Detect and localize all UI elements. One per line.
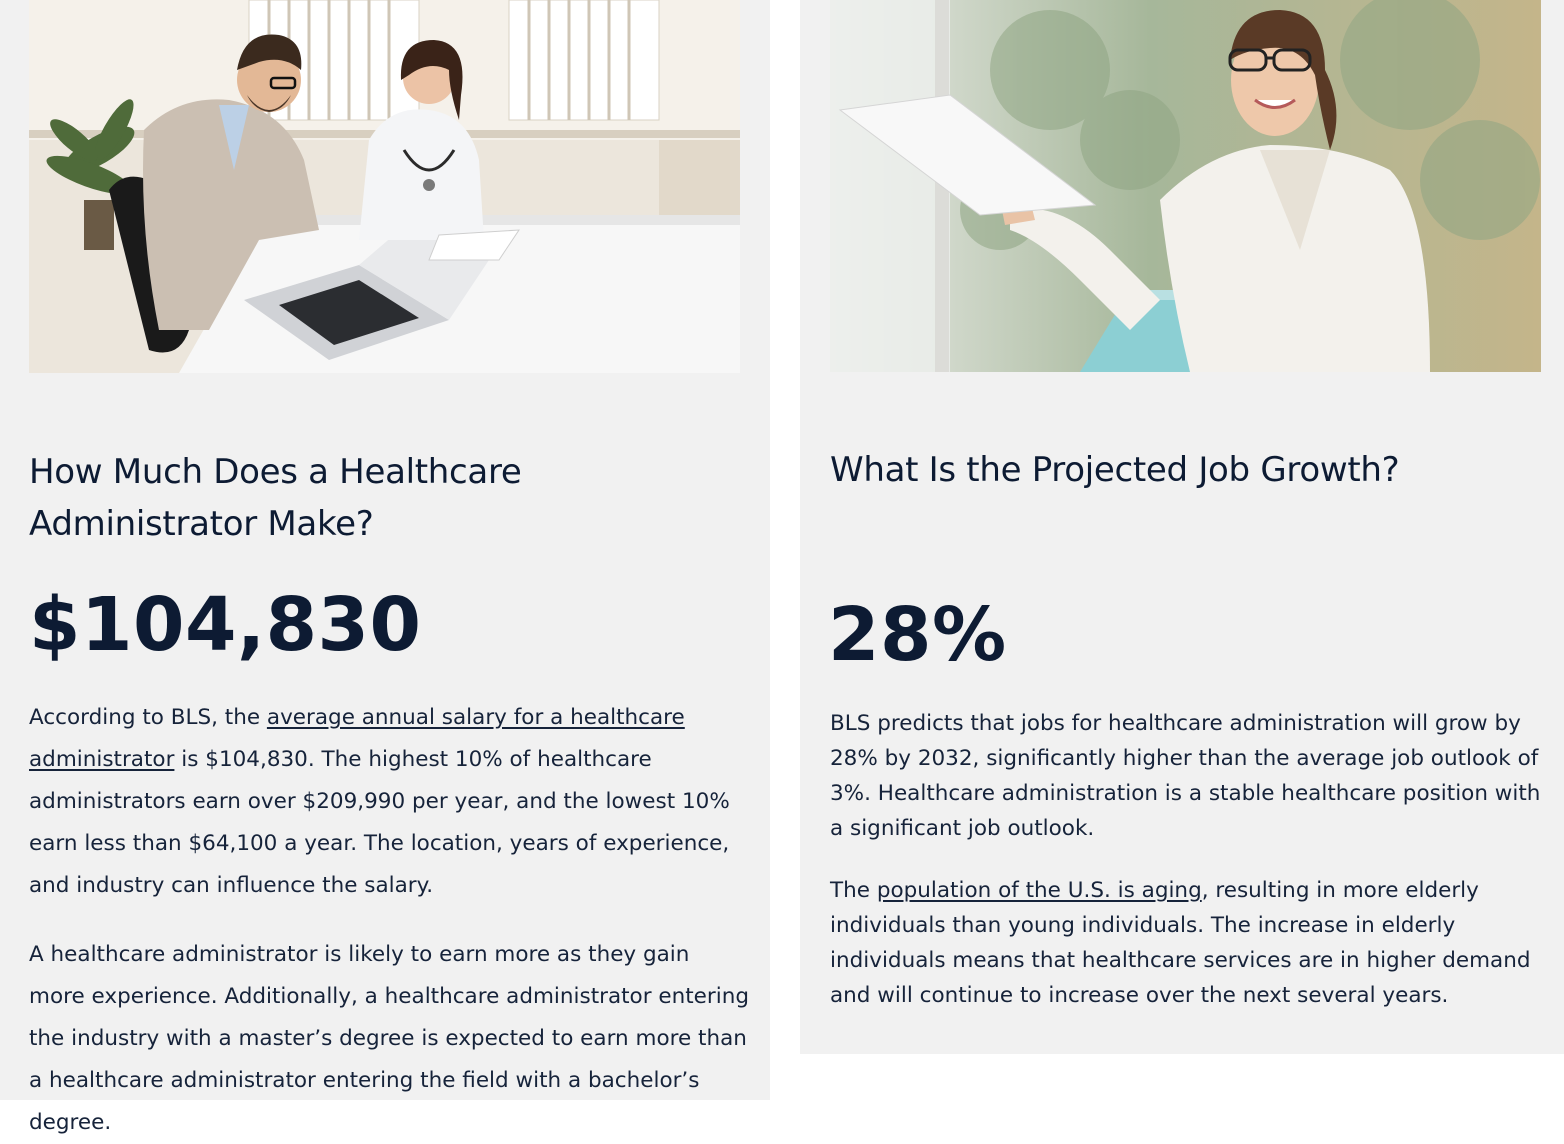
job-growth-paragraph-2-lead: The — [830, 878, 877, 903]
businesswoman-photo — [830, 0, 1541, 372]
job-growth-paragraph-2-rest: , resulting in more elderly individuals than young individuals. The increase in elderly individuals means that healthcare services are in higher demand and will continue to increase over the next several years. — [830, 878, 1531, 1008]
doctor-meeting-photo — [29, 0, 740, 373]
average-salary-link[interactable]: average annual salary for a healthcare administrator — [29, 705, 685, 772]
job-growth-paragraph-2 — [830, 873, 1550, 1013]
doctor-meeting-illustration — [29, 0, 740, 373]
job-growth-heading: What Is the Projected Job Growth? — [830, 450, 1400, 490]
businesswoman-illustration — [830, 0, 1541, 372]
salary-paragraph-1-rest: is $104,830. The highest 10% of healthcare administrators earn over $209,990 per year, and the lowest 10% earn less than $64,100 a year. The location, years of experience, and industry can influence the salary. — [29, 747, 730, 898]
job-growth-card — [800, 0, 1564, 1054]
salary-heading: How Much Does a Healthcare Administrator Make? — [29, 452, 522, 544]
job-growth-paragraph-1: BLS predicts that jobs for healthcare administration will grow by 28% by 2032, significantly higher than the average job outlook of 3%. Healthcare administration is a stable healthcare position with a significant job outlook. — [830, 711, 1541, 841]
salary-paragraph-1-lead: According to BLS, the — [29, 705, 267, 730]
aging-population-link[interactable]: population of the U.S. is aging — [876, 878, 1202, 903]
job-growth-stat: 28% — [828, 592, 1007, 678]
average-salary-stat: $104,830 — [29, 582, 422, 668]
salary-card — [0, 0, 770, 1135]
salary-paragraph-1 — [29, 697, 749, 907]
salary-paragraph-2: A healthcare administrator is likely to earn more as they gain more experience. Additionally, a healthcare administrator entering the industry with a master’s degree is expected to earn more than a healthcare administrator entering the field with a bachelor’s degree. — [29, 942, 749, 1135]
